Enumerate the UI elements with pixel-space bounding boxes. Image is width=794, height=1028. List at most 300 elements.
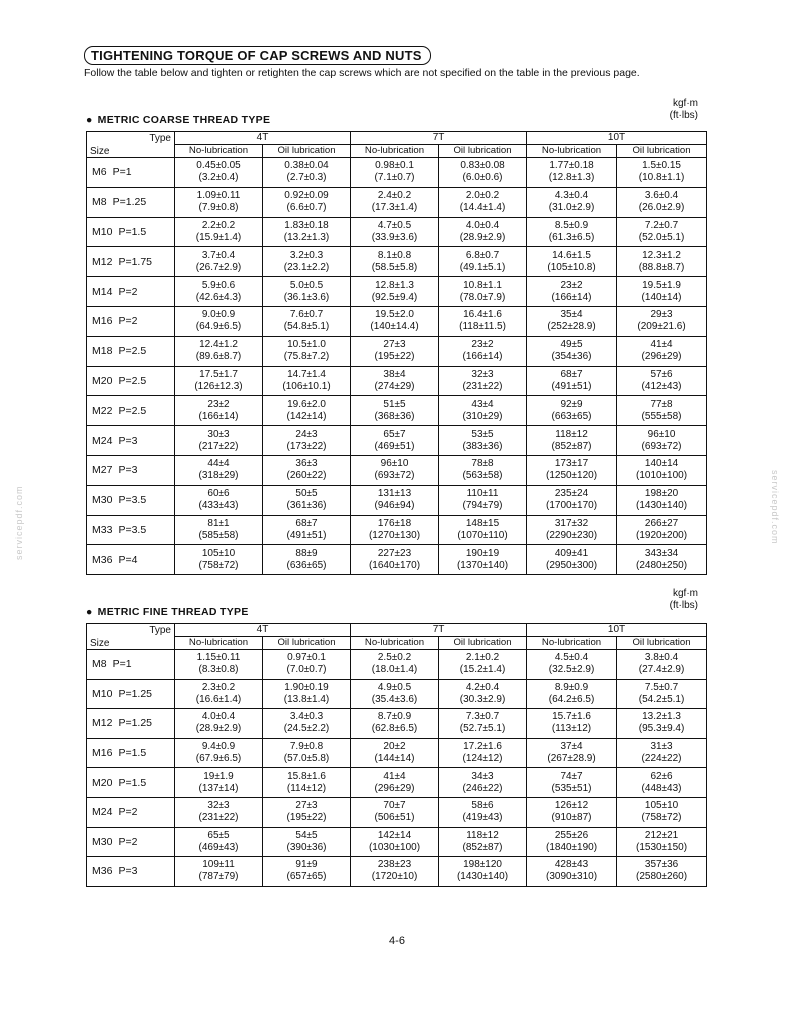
torque-ftlbs: (62.8±6.5) xyxy=(371,723,418,735)
torque-ftlbs: (52.7±5.1) xyxy=(459,723,506,735)
bolt-size: M6 xyxy=(92,166,107,179)
thread-pitch: P=2.5 xyxy=(118,345,147,358)
torque-kgfm: 105±10 xyxy=(644,800,679,812)
torque-kgfm: 0.98±0.1 xyxy=(375,160,414,172)
torque-ftlbs: (140±14.4) xyxy=(370,321,419,333)
torque-cell xyxy=(617,426,707,456)
torque-ftlbs: (75.8±7.2) xyxy=(283,351,330,363)
torque-kgfm: 176±18 xyxy=(377,517,412,529)
fine-table-body xyxy=(87,650,707,887)
torque-kgfm: 255±26 xyxy=(554,829,589,841)
torque-ftlbs: (15.9±1.4) xyxy=(195,231,242,243)
torque-cell xyxy=(263,336,351,366)
table-row xyxy=(87,827,707,857)
torque-kgfm: 3.7±0.4 xyxy=(201,249,236,261)
torque-kgfm: 7.9±0.8 xyxy=(289,741,324,753)
torque-ftlbs: (491±51) xyxy=(551,380,592,392)
torque-ftlbs: (231±22) xyxy=(198,812,239,824)
table-row xyxy=(87,247,707,277)
torque-ftlbs: (852±87) xyxy=(551,440,592,452)
torque-cell xyxy=(351,650,439,680)
torque-kgfm: 91±9 xyxy=(295,859,318,871)
torque-ftlbs: (195±22) xyxy=(374,351,415,363)
torque-cell xyxy=(617,797,707,827)
torque-ftlbs: (13.8±1.4) xyxy=(283,693,330,705)
torque-ftlbs: (390±36) xyxy=(286,841,327,853)
thread-pitch: P=2.5 xyxy=(118,374,147,387)
thread-pitch: P=4 xyxy=(118,553,138,566)
torque-ftlbs: (7.1±0.7) xyxy=(374,172,415,184)
subheader-no-lubrication: No-lubrication xyxy=(175,144,263,158)
torque-kgfm: 19.6±2.0 xyxy=(287,398,326,410)
torque-cell xyxy=(351,455,439,485)
torque-ftlbs: (448±43) xyxy=(641,782,682,794)
torque-ftlbs: (1370±140) xyxy=(456,559,509,571)
torque-ftlbs: (113±12) xyxy=(551,723,592,735)
torque-kgfm: 16.4±1.6 xyxy=(463,309,502,321)
torque-ftlbs: (16.6±1.4) xyxy=(195,693,242,705)
torque-cell xyxy=(527,455,617,485)
torque-ftlbs: (231±22) xyxy=(462,380,503,392)
torque-ftlbs: (535±51) xyxy=(551,782,592,794)
torque-kgfm: 92±9 xyxy=(560,398,583,410)
torque-kgfm: 148±15 xyxy=(465,517,500,529)
bolt-size: M36 xyxy=(92,865,113,878)
torque-cell xyxy=(527,336,617,366)
torque-ftlbs: (166±14) xyxy=(462,351,503,363)
torque-kgfm: 317±32 xyxy=(554,517,589,529)
torque-cell xyxy=(351,857,439,887)
bolt-size: M16 xyxy=(92,747,113,760)
torque-cell xyxy=(617,545,707,575)
torque-ftlbs: (118±11.5) xyxy=(459,321,506,333)
torque-cell xyxy=(439,217,527,247)
torque-kgfm: 110±11 xyxy=(466,488,499,500)
torque-cell xyxy=(617,515,707,545)
table-row xyxy=(87,158,707,188)
torque-cell xyxy=(263,217,351,247)
torque-kgfm: 9.0±0.9 xyxy=(201,309,236,321)
torque-cell xyxy=(527,709,617,739)
torque-cell xyxy=(617,336,707,366)
torque-kgfm: 6.8±0.7 xyxy=(465,249,500,261)
torque-kgfm: 17.2±1.6 xyxy=(463,741,502,753)
torque-ftlbs: (555±58) xyxy=(641,410,682,422)
torque-kgfm: 58±6 xyxy=(471,800,494,812)
size-header: Size xyxy=(87,144,175,158)
torque-ftlbs: (224±22) xyxy=(641,753,682,765)
torque-ftlbs: (2480±250) xyxy=(635,559,688,571)
table-row xyxy=(87,426,707,456)
thread-pitch: P=1.5 xyxy=(118,776,147,789)
torque-cell xyxy=(263,857,351,887)
torque-cell xyxy=(617,738,707,768)
subheader-no-lubrication: No-lubrication xyxy=(351,636,439,650)
torque-ftlbs: (794±79) xyxy=(462,500,503,512)
size-cell xyxy=(87,650,175,680)
torque-cell xyxy=(351,827,439,857)
torque-ftlbs: (42.6±4.3) xyxy=(195,291,242,303)
size-cell xyxy=(87,857,175,887)
torque-cell xyxy=(175,857,263,887)
torque-ftlbs: (6.0±0.6) xyxy=(462,172,503,184)
torque-ftlbs: (491±51) xyxy=(286,529,327,541)
torque-cell xyxy=(351,679,439,709)
torque-cell xyxy=(263,455,351,485)
table-row xyxy=(87,187,707,217)
torque-kgfm: 1.5±0.15 xyxy=(642,160,681,172)
torque-ftlbs: (1010±100) xyxy=(635,470,688,482)
torque-cell xyxy=(351,545,439,575)
torque-ftlbs: (106±10.1) xyxy=(282,380,331,392)
table-row xyxy=(87,768,707,798)
torque-kgfm: 24±3 xyxy=(295,428,318,440)
thread-pitch: P=1.75 xyxy=(118,255,153,268)
torque-cell xyxy=(263,247,351,277)
bolt-size: M8 xyxy=(92,196,107,209)
torque-ftlbs: (852±87) xyxy=(462,841,503,853)
coarse-section-title xyxy=(86,114,270,126)
group-header-7t: 7T xyxy=(351,624,527,637)
bolt-size: M24 xyxy=(92,806,113,819)
torque-cell xyxy=(527,366,617,396)
torque-ftlbs: (10.8±1.1) xyxy=(638,172,685,184)
torque-ftlbs: (27.4±2.9) xyxy=(638,664,685,676)
fine-section-title xyxy=(86,606,249,618)
size-cell xyxy=(87,247,175,277)
torque-cell xyxy=(527,158,617,188)
torque-cell xyxy=(439,277,527,307)
size-cell xyxy=(87,679,175,709)
bolt-size: M24 xyxy=(92,434,113,447)
torque-kgfm: 19±1.9 xyxy=(203,770,234,782)
torque-kgfm: 31±3 xyxy=(650,741,673,753)
torque-kgfm: 23±2 xyxy=(560,279,583,291)
torque-ftlbs: (433±43) xyxy=(198,500,239,512)
torque-ftlbs: (267±28.9) xyxy=(547,753,596,765)
thread-pitch: P=3 xyxy=(118,464,138,477)
torque-cell xyxy=(263,679,351,709)
torque-ftlbs: (67.9±6.5) xyxy=(195,753,242,765)
torque-ftlbs: (1920±200) xyxy=(635,529,688,541)
torque-ftlbs: (946±94) xyxy=(374,500,415,512)
torque-ftlbs: (89.6±8.7) xyxy=(195,351,242,363)
torque-kgfm: 15.8±1.6 xyxy=(287,770,326,782)
torque-ftlbs: (35.4±3.6) xyxy=(371,693,418,705)
torque-kgfm: 173±17 xyxy=(554,458,589,470)
torque-ftlbs: (18.0±1.4) xyxy=(371,664,418,676)
torque-cell xyxy=(527,768,617,798)
torque-kgfm: 4.2±0.4 xyxy=(465,681,500,693)
bolt-size: M30 xyxy=(92,494,113,507)
subheader-oil-lubrication: Oil lubrication xyxy=(617,636,707,650)
torque-kgfm: 78±8 xyxy=(471,458,494,470)
torque-kgfm: 65±7 xyxy=(383,428,406,440)
torque-kgfm: 343±34 xyxy=(644,547,679,559)
torque-cell xyxy=(527,857,617,887)
torque-kgfm: 35±4 xyxy=(560,309,583,321)
torque-cell xyxy=(527,650,617,680)
thread-pitch: P=2.5 xyxy=(118,404,147,417)
torque-ftlbs: (31.0±2.9) xyxy=(548,202,595,214)
torque-cell xyxy=(263,738,351,768)
torque-ftlbs: (910±87) xyxy=(551,812,592,824)
torque-cell xyxy=(527,827,617,857)
torque-ftlbs: (8.3±0.8) xyxy=(198,664,239,676)
thread-pitch: P=1.25 xyxy=(112,196,147,209)
bolt-size: M12 xyxy=(92,255,113,268)
size-cell xyxy=(87,455,175,485)
torque-ftlbs: (412±43) xyxy=(641,380,682,392)
table-row xyxy=(87,306,707,336)
torque-cell xyxy=(263,709,351,739)
table-row xyxy=(87,709,707,739)
torque-kgfm: 41±4 xyxy=(383,770,406,782)
torque-kgfm: 4.0±0.4 xyxy=(201,711,236,723)
thread-pitch: P=1.25 xyxy=(118,717,153,730)
bullet-icon: ● xyxy=(86,606,93,618)
fine-unit-ftlbs: (ft·lbs) xyxy=(669,600,698,611)
thread-pitch: P=3.5 xyxy=(118,494,147,507)
torque-cell xyxy=(175,738,263,768)
torque-kgfm: 1.77±0.18 xyxy=(549,160,594,172)
torque-ftlbs: (105±10.8) xyxy=(547,261,596,273)
torque-kgfm: 8.7±0.9 xyxy=(377,711,412,723)
torque-ftlbs: (144±14) xyxy=(374,753,415,765)
torque-kgfm: 81±1 xyxy=(207,517,230,529)
torque-ftlbs: (28.9±2.9) xyxy=(459,231,506,243)
torque-kgfm: 2.1±0.2 xyxy=(465,652,500,664)
page-number: 4-6 xyxy=(389,935,405,947)
torque-kgfm: 5.9±0.6 xyxy=(201,279,236,291)
torque-kgfm: 4.5±0.4 xyxy=(554,652,589,664)
table-row xyxy=(87,217,707,247)
torque-kgfm: 8.5±0.9 xyxy=(554,219,589,231)
torque-cell xyxy=(263,187,351,217)
torque-cell xyxy=(175,187,263,217)
thread-pitch: P=3 xyxy=(118,865,138,878)
coarse-table-body xyxy=(87,158,707,575)
torque-cell xyxy=(263,426,351,456)
torque-kgfm: 1.15±0.11 xyxy=(196,652,241,664)
torque-cell xyxy=(527,545,617,575)
torque-cell xyxy=(527,187,617,217)
size-cell xyxy=(87,396,175,426)
torque-ftlbs: (1030±100) xyxy=(368,841,421,853)
torque-kgfm: 118±12 xyxy=(555,428,588,440)
torque-cell xyxy=(351,306,439,336)
torque-cell xyxy=(351,797,439,827)
torque-kgfm: 235±24 xyxy=(554,488,589,500)
torque-ftlbs: (1530±150) xyxy=(635,841,688,853)
torque-kgfm: 118±12 xyxy=(466,829,499,841)
torque-cell xyxy=(175,277,263,307)
torque-ftlbs: (1070±110) xyxy=(457,529,508,541)
torque-ftlbs: (58.5±5.8) xyxy=(371,261,418,273)
table-row xyxy=(87,857,707,887)
torque-cell xyxy=(175,158,263,188)
torque-kgfm: 34±3 xyxy=(471,770,494,782)
torque-ftlbs: (1270±130) xyxy=(368,529,421,541)
torque-ftlbs: (506±51) xyxy=(374,812,415,824)
torque-cell xyxy=(439,306,527,336)
subheader-oil-lubrication: Oil lubrication xyxy=(263,144,351,158)
torque-kgfm: 1.09±0.11 xyxy=(196,190,241,202)
torque-cell xyxy=(351,485,439,515)
coarse-unit-label xyxy=(670,98,698,122)
torque-kgfm: 428±43 xyxy=(554,859,589,871)
torque-kgfm: 12.3±1.2 xyxy=(642,249,681,261)
torque-kgfm: 2.5±0.2 xyxy=(377,652,412,664)
torque-cell xyxy=(175,768,263,798)
torque-cell xyxy=(351,247,439,277)
torque-cell xyxy=(439,426,527,456)
torque-cell xyxy=(527,306,617,336)
torque-kgfm: 37±4 xyxy=(560,741,583,753)
thread-pitch: P=3 xyxy=(118,434,138,447)
torque-kgfm: 77±8 xyxy=(650,398,673,410)
torque-ftlbs: (26.7±2.9) xyxy=(195,261,242,273)
torque-ftlbs: (7.0±0.7) xyxy=(286,664,327,676)
torque-kgfm: 212±21 xyxy=(644,829,679,841)
torque-cell xyxy=(175,515,263,545)
torque-ftlbs: (7.9±0.8) xyxy=(198,202,239,214)
torque-kgfm: 12.4±1.2 xyxy=(199,339,238,351)
torque-kgfm: 5.0±0.5 xyxy=(289,279,324,291)
torque-kgfm: 96±10 xyxy=(380,458,409,470)
torque-kgfm: 126±12 xyxy=(554,800,589,812)
torque-kgfm: 4.9±0.5 xyxy=(377,681,412,693)
torque-kgfm: 2.4±0.2 xyxy=(377,190,412,202)
torque-ftlbs: (636±65) xyxy=(286,559,327,571)
size-cell xyxy=(87,426,175,456)
size-cell xyxy=(87,277,175,307)
table-row xyxy=(87,679,707,709)
size-cell xyxy=(87,797,175,827)
subheader-no-lubrication: No-lubrication xyxy=(527,636,617,650)
torque-ftlbs: (2950±300) xyxy=(545,559,598,571)
torque-ftlbs: (657±65) xyxy=(286,871,327,883)
torque-ftlbs: (318±29) xyxy=(198,470,239,482)
coarse-unit-ftlbs: (ft·lbs) xyxy=(669,110,698,121)
torque-kgfm: 19.5±1.9 xyxy=(642,279,681,291)
torque-kgfm: 0.38±0.04 xyxy=(284,160,329,172)
bolt-size: M16 xyxy=(92,315,113,328)
torque-ftlbs: (663±65) xyxy=(551,410,592,422)
torque-cell xyxy=(439,768,527,798)
torque-kgfm: 19.5±2.0 xyxy=(375,309,414,321)
torque-ftlbs: (354±36) xyxy=(551,351,592,363)
torque-cell xyxy=(527,247,617,277)
torque-cell xyxy=(351,709,439,739)
torque-kgfm: 7.6±0.7 xyxy=(289,309,324,321)
size-cell xyxy=(87,158,175,188)
torque-cell xyxy=(175,650,263,680)
bullet-icon: ● xyxy=(86,114,93,126)
torque-ftlbs: (13.2±1.3) xyxy=(283,231,330,243)
torque-ftlbs: (758±72) xyxy=(198,559,239,571)
size-cell xyxy=(87,768,175,798)
torque-cell xyxy=(527,277,617,307)
fine-section-title-text: METRIC FINE THREAD TYPE xyxy=(97,606,249,618)
torque-cell xyxy=(439,679,527,709)
torque-kgfm: 409±41 xyxy=(554,547,589,559)
torque-ftlbs: (17.3±1.4) xyxy=(371,202,418,214)
torque-ftlbs: (585±58) xyxy=(198,529,239,541)
torque-ftlbs: (15.2±1.4) xyxy=(459,664,506,676)
torque-ftlbs: (126±12.3) xyxy=(194,380,243,392)
torque-ftlbs: (469±51) xyxy=(374,440,415,452)
torque-kgfm: 23±2 xyxy=(207,398,230,410)
torque-kgfm: 1.90±0.19 xyxy=(284,681,329,693)
torque-kgfm: 4.7±0.5 xyxy=(377,219,412,231)
torque-cell xyxy=(617,485,707,515)
torque-kgfm: 27±3 xyxy=(295,800,318,812)
thread-pitch: P=2 xyxy=(118,806,138,819)
type-header: Type xyxy=(87,132,175,145)
bolt-size: M10 xyxy=(92,225,113,238)
torque-ftlbs: (1720±10) xyxy=(371,871,418,883)
torque-kgfm: 9.4±0.9 xyxy=(201,741,236,753)
torque-kgfm: 0.97±0.1 xyxy=(287,652,326,664)
torque-cell xyxy=(617,277,707,307)
fine-unit-label xyxy=(670,588,698,612)
torque-kgfm: 30±3 xyxy=(207,428,230,440)
torque-kgfm: 227±23 xyxy=(377,547,412,559)
torque-cell xyxy=(175,426,263,456)
table-row xyxy=(87,277,707,307)
torque-ftlbs: (217±22) xyxy=(198,440,239,452)
torque-cell xyxy=(175,679,263,709)
torque-cell xyxy=(263,515,351,545)
torque-cell xyxy=(175,827,263,857)
group-header-4t: 4T xyxy=(175,624,351,637)
torque-ftlbs: (92.5±9.4) xyxy=(371,291,418,303)
torque-kgfm: 109±11 xyxy=(202,859,235,871)
torque-cell xyxy=(175,485,263,515)
torque-ftlbs: (260±22) xyxy=(286,470,327,482)
torque-cell xyxy=(351,187,439,217)
torque-kgfm: 238±23 xyxy=(377,859,412,871)
torque-cell xyxy=(439,158,527,188)
size-cell xyxy=(87,709,175,739)
torque-cell xyxy=(527,515,617,545)
torque-kgfm: 74±7 xyxy=(560,770,583,782)
torque-kgfm: 41±4 xyxy=(650,339,673,351)
torque-cell xyxy=(439,827,527,857)
torque-cell xyxy=(527,217,617,247)
torque-kgfm: 14.6±1.5 xyxy=(552,249,591,261)
torque-kgfm: 3.4±0.3 xyxy=(289,711,324,723)
torque-ftlbs: (124±12) xyxy=(462,753,503,765)
torque-kgfm: 15.7±1.6 xyxy=(552,711,591,723)
torque-cell xyxy=(263,366,351,396)
torque-kgfm: 2.2±0.2 xyxy=(201,219,236,231)
group-header-10t: 10T xyxy=(527,132,707,145)
torque-kgfm: 38±4 xyxy=(383,368,406,380)
torque-kgfm: 43±4 xyxy=(471,398,494,410)
torque-kgfm: 198±120 xyxy=(463,859,502,871)
torque-cell xyxy=(263,485,351,515)
torque-cell xyxy=(175,336,263,366)
size-cell xyxy=(87,187,175,217)
torque-cell xyxy=(617,768,707,798)
torque-cell xyxy=(175,247,263,277)
torque-kgfm: 65±5 xyxy=(207,829,230,841)
torque-ftlbs: (32.5±2.9) xyxy=(548,664,595,676)
torque-cell xyxy=(617,396,707,426)
torque-kgfm: 357±36 xyxy=(644,859,679,871)
